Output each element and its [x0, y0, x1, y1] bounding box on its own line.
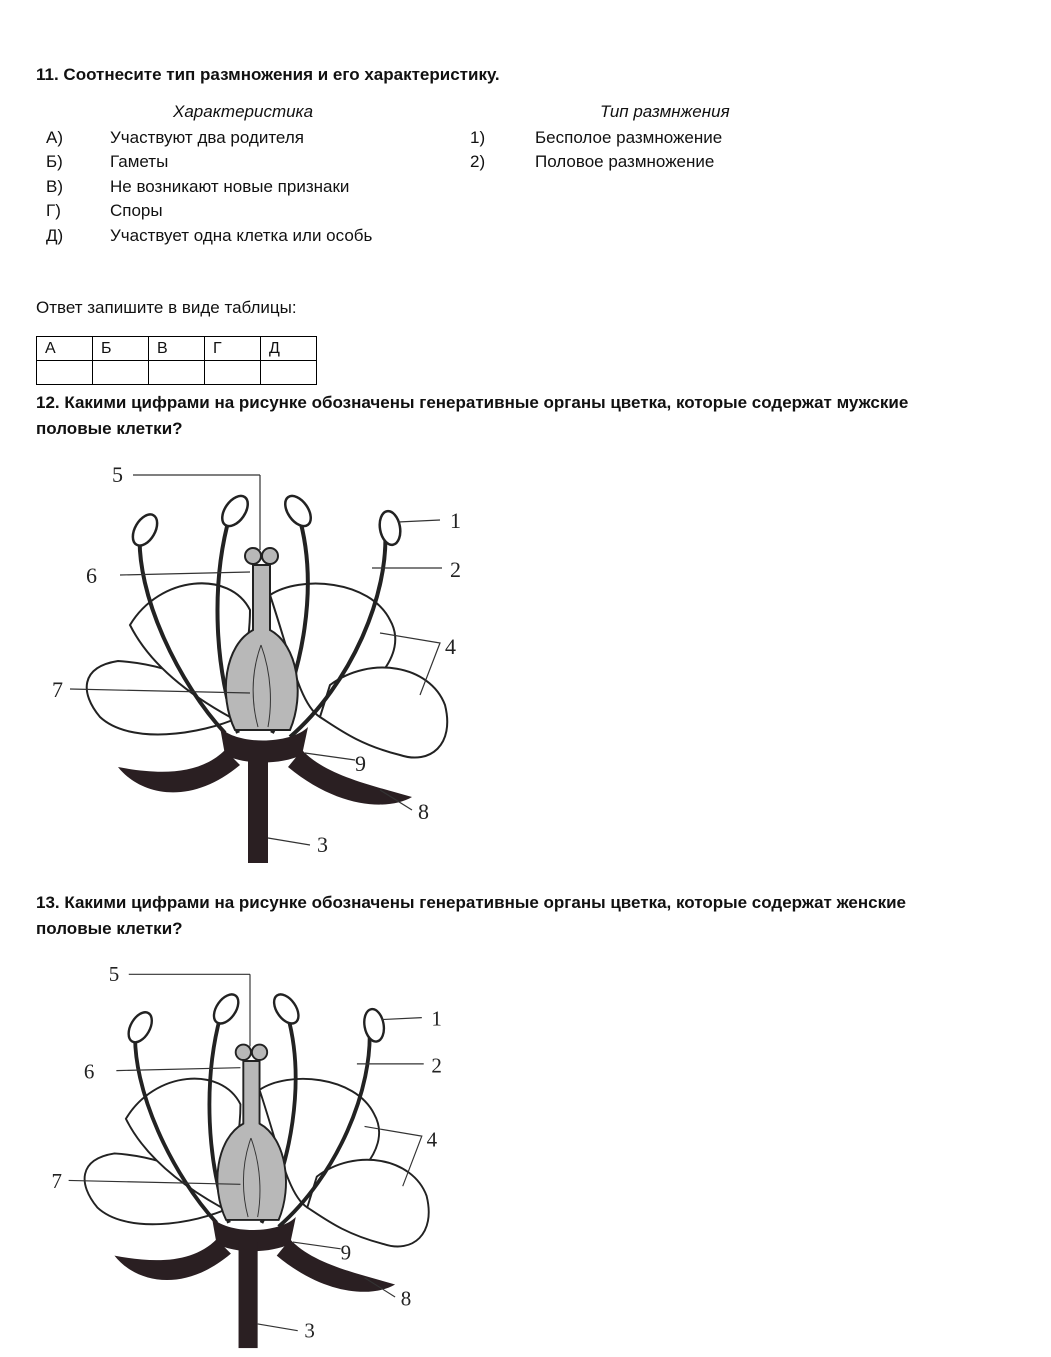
char-text: Споры [110, 201, 163, 220]
type-number: 2) [470, 152, 486, 171]
char-letter: Б) [46, 152, 63, 171]
type-number: 1) [470, 128, 486, 147]
q13-title-line2: половые клетки? [36, 919, 183, 938]
answer-prompt: Ответ запишите в виде таблицы: [36, 298, 297, 317]
label-3: 3 [304, 1318, 315, 1343]
label-4: 4 [426, 1127, 438, 1152]
answer-table [36, 336, 317, 385]
label-8: 8 [418, 799, 429, 824]
answer-cell[interactable] [205, 361, 261, 385]
label-4: 4 [445, 634, 456, 659]
flower-drawing [69, 974, 429, 1348]
label-7: 7 [51, 1169, 62, 1194]
answer-header-cell: А [37, 337, 93, 361]
label-5: 5 [108, 961, 120, 987]
char-letter: В) [46, 177, 63, 196]
type-text: Бесполое размножение [535, 128, 723, 147]
answer-cell[interactable] [37, 361, 93, 385]
answer-cell[interactable] [149, 361, 205, 385]
answer-header-cell: Г [205, 337, 261, 361]
answer-cell[interactable] [93, 361, 149, 385]
flower-diagram-1 [40, 455, 480, 865]
char-text: Гаметы [110, 152, 169, 171]
label-5: 5 [112, 462, 123, 487]
q12-title-line2: половые клетки? [36, 419, 183, 438]
type-text: Половое размножение [535, 152, 715, 171]
answer-cell[interactable] [261, 361, 317, 385]
characteristic-column-header: Характеристика [173, 102, 314, 121]
label-6: 6 [86, 563, 97, 588]
label-7: 7 [52, 677, 63, 702]
answer-header-cell: В [149, 337, 205, 361]
label-9: 9 [355, 751, 366, 776]
char-text: Участвуют два родителя [110, 128, 304, 147]
label-2: 2 [450, 557, 461, 582]
q13-title-line1: 13. Какими цифрами на рисунке обозначены генеративные органы цветка, которые содержат женские [36, 893, 906, 912]
answer-header-cell: Б [93, 337, 149, 361]
label-6: 6 [83, 1059, 95, 1084]
label-1: 1 [431, 1006, 442, 1031]
type-column-header: Тип размнжения [600, 102, 730, 121]
flower-drawing [70, 475, 447, 863]
char-letter: А) [46, 128, 63, 147]
label-8: 8 [400, 1286, 412, 1311]
label-3: 3 [317, 832, 328, 857]
char-text: Не возникают новые признаки [110, 177, 350, 196]
answer-header-cell: Д [261, 337, 317, 361]
flower-diagram-2 [40, 955, 460, 1350]
char-letter: Д) [46, 226, 64, 245]
label-9: 9 [340, 1240, 352, 1265]
char-letter: Г) [46, 201, 61, 220]
q11-title: 11. Соотнесите тип размножения и его характеристику. [36, 65, 500, 84]
q12-title-line1: 12. Какими цифрами на рисунке обозначены генеративные органы цветка, которые содержат мужские [36, 393, 909, 412]
char-text: Участвует одна клетка или особь [110, 226, 373, 245]
label-1: 1 [450, 508, 461, 533]
label-2: 2 [431, 1053, 442, 1078]
